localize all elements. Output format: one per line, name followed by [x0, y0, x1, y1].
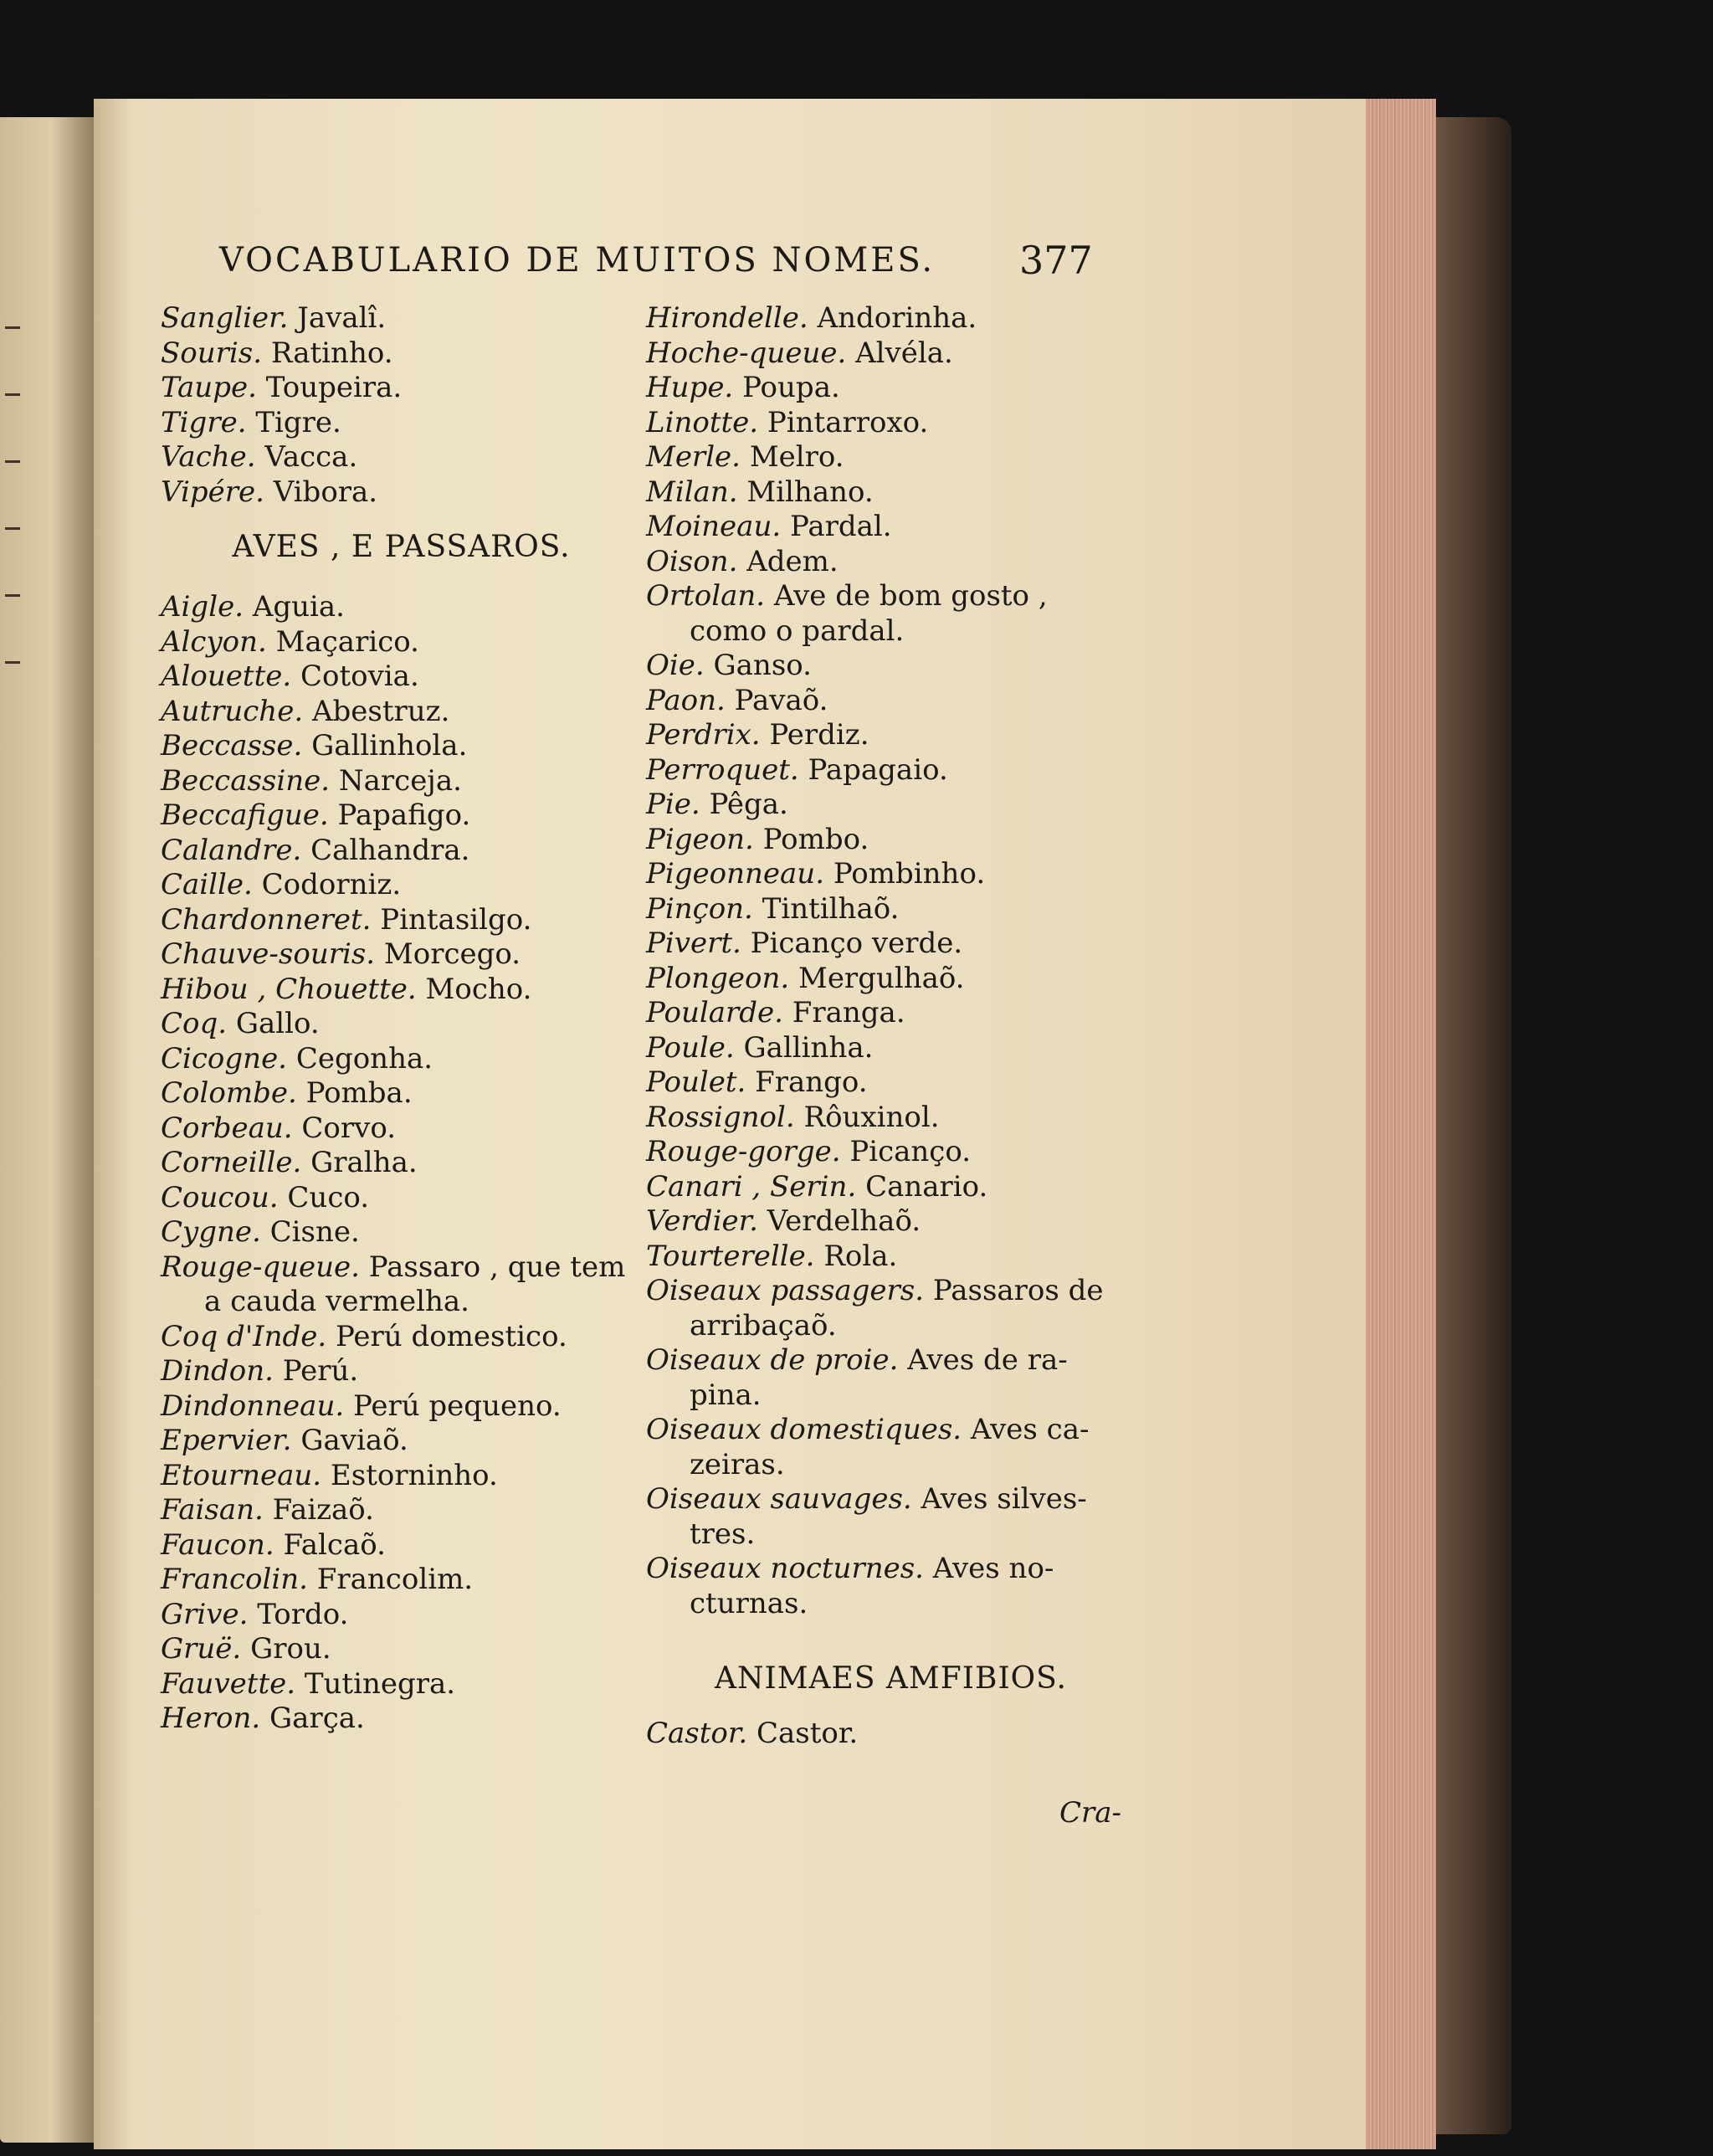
french-term: Hupe.	[646, 371, 734, 404]
french-term: Castor.	[646, 1717, 748, 1750]
vocabulary-entry	[646, 1274, 1136, 1309]
vocabulary-entry	[161, 1146, 642, 1181]
left-page-print-mark	[5, 326, 20, 329]
portuguese-definition: Vacca.	[264, 440, 358, 474]
portuguese-definition: Aves ca-	[970, 1413, 1090, 1446]
french-term: Hoche-queue.	[646, 336, 847, 370]
portuguese-definition: Perú.	[282, 1354, 359, 1388]
portuguese-definition: Mergulhaõ.	[798, 961, 965, 995]
vocabulary-entry	[646, 927, 1136, 962]
page-fore-edge	[1364, 99, 1436, 2149]
entry-continuation: como o pardal.	[690, 613, 905, 648]
left-page-print-mark	[5, 527, 20, 530]
portuguese-definition: Passaro , que tem	[368, 1250, 626, 1284]
vocabulary-entry	[646, 996, 1136, 1031]
vocabulary-entry	[646, 1413, 1136, 1448]
french-term: Moineau.	[646, 510, 782, 543]
left-column	[161, 301, 642, 1737]
portuguese-definition: Ratinho.	[270, 336, 393, 370]
vocabulary-entry	[161, 1320, 642, 1355]
vocabulary-entry	[161, 695, 642, 730]
portuguese-definition: Tordo.	[257, 1597, 349, 1631]
vocabulary-entry	[646, 1482, 1136, 1517]
french-term: Cygne.	[161, 1215, 261, 1249]
entry-continuation: arribaçaõ.	[690, 1308, 837, 1342]
vocabulary-entry	[161, 1702, 642, 1737]
vocabulary-entry	[161, 301, 642, 336]
portuguese-definition: Mocho.	[425, 972, 532, 1006]
portuguese-definition: Aves de ra-	[907, 1343, 1068, 1377]
french-term: Oiseaux de proie.	[646, 1343, 899, 1377]
french-term: Tigre.	[161, 405, 247, 439]
section-heading-amfibios: ANIMAES AMFIBIOS.	[714, 1661, 1068, 1696]
entry-continuation: cturnas.	[690, 1586, 808, 1620]
portuguese-definition: Rôuxinol.	[803, 1100, 940, 1134]
vocabulary-entry	[161, 973, 642, 1008]
portuguese-definition: Papagaio.	[808, 752, 948, 787]
vocabulary-entry	[161, 937, 642, 973]
vocabulary-entry	[646, 1101, 1136, 1136]
portuguese-definition: Rola.	[823, 1239, 898, 1273]
french-term: Corneille.	[161, 1146, 302, 1179]
french-term: Faisan.	[161, 1493, 264, 1527]
portuguese-definition: Garça.	[269, 1702, 365, 1735]
french-term: Corbeau.	[161, 1111, 293, 1145]
vocabulary-entry	[161, 1389, 642, 1424]
vocabulary-entry	[646, 684, 1136, 719]
french-term: Canari , Serin.	[646, 1169, 857, 1204]
entry-continuation: a cauda vermelha.	[204, 1285, 469, 1318]
right-entries-after	[646, 1717, 1136, 1752]
vocabulary-entry	[646, 545, 1136, 580]
portuguese-definition: Ave de bom gosto ,	[773, 579, 1048, 613]
vocabulary-entry	[646, 1204, 1136, 1240]
vocabulary-entry	[161, 1632, 642, 1667]
portuguese-definition: Abestruz.	[311, 694, 450, 728]
portuguese-definition: Passaros de	[932, 1274, 1104, 1307]
entry-continuation: tres.	[690, 1517, 756, 1551]
running-head	[219, 238, 1140, 283]
left-page-print-mark	[5, 661, 20, 664]
french-term: Poulet.	[646, 1065, 746, 1099]
french-term: Coq.	[161, 1007, 228, 1040]
french-term: Verdier.	[646, 1204, 758, 1238]
portuguese-definition: Faizaõ.	[272, 1493, 374, 1527]
portuguese-definition: Andorinha.	[817, 301, 977, 335]
vocabulary-entry	[646, 1552, 1136, 1587]
vocabulary-entry	[161, 440, 642, 475]
portuguese-definition: Poupa.	[742, 371, 840, 404]
vocabulary-entry	[161, 903, 642, 938]
vocabulary-entry	[161, 834, 642, 869]
french-term: Pigeonneau.	[646, 857, 824, 891]
vocabulary-entry	[646, 788, 1136, 823]
french-term: Poularde.	[646, 996, 783, 1029]
portuguese-definition: Javalî.	[297, 301, 387, 335]
vocabulary-entry	[161, 1667, 642, 1702]
portuguese-definition: Codorniz.	[261, 868, 402, 901]
portuguese-definition: Tutinegra.	[304, 1666, 456, 1701]
french-term: Plongeon.	[646, 961, 790, 995]
vocabulary-entry	[646, 475, 1136, 511]
french-term: Oiseaux domestiques.	[646, 1413, 962, 1446]
vocabulary-entry	[161, 660, 642, 695]
vocabulary-entry	[646, 406, 1136, 441]
portuguese-definition: Picanço verde.	[750, 927, 963, 960]
french-term: Vache.	[161, 440, 256, 474]
portuguese-definition: Falcaõ.	[283, 1527, 386, 1562]
french-term: Coucou.	[161, 1180, 279, 1214]
french-term: Pivert.	[646, 927, 741, 960]
vocabulary-entry	[646, 823, 1136, 858]
portuguese-definition: Franga.	[792, 996, 905, 1029]
french-term: Paon.	[646, 683, 726, 717]
french-term: Vipére.	[161, 475, 264, 509]
vocabulary-entry	[646, 1031, 1136, 1066]
vocabulary-entry	[646, 440, 1136, 475]
french-term: Poule.	[646, 1030, 735, 1065]
french-term: Souris.	[161, 336, 263, 370]
vocabulary-entry	[161, 371, 642, 406]
vocabulary-entry	[161, 868, 642, 903]
french-term: Taupe.	[161, 371, 257, 404]
portuguese-definition: Milhano.	[746, 475, 874, 509]
french-term: Chauve-souris.	[161, 937, 376, 971]
portuguese-definition: Narceja.	[338, 763, 462, 798]
french-term: Beccafigue.	[161, 798, 329, 832]
portuguese-definition: Adem.	[746, 544, 839, 578]
portuguese-definition: Tigre.	[255, 405, 341, 439]
portuguese-definition: Perú pequeno.	[352, 1389, 562, 1423]
portuguese-definition: Gaviaõ.	[300, 1424, 408, 1457]
portuguese-definition: Cegonha.	[295, 1041, 433, 1075]
portuguese-definition: Cotovia.	[300, 660, 419, 693]
vocabulary-entry	[161, 1250, 642, 1286]
vocabulary-entry	[161, 1181, 642, 1216]
portuguese-definition: Maçarico.	[275, 624, 419, 659]
french-term: Rouge-gorge.	[646, 1135, 841, 1168]
left-page-print-mark	[5, 460, 20, 463]
portuguese-definition: Corvo.	[301, 1111, 397, 1145]
vocabulary-entry	[646, 301, 1136, 336]
french-term: Oiseaux sauvages.	[646, 1482, 912, 1516]
vocabulary-entry	[646, 1240, 1136, 1275]
left-page-print-mark	[5, 594, 20, 597]
french-term: Merle.	[646, 440, 741, 474]
portuguese-definition: Pombo.	[762, 822, 869, 856]
french-term: Coq d'Inde.	[161, 1319, 327, 1353]
portuguese-definition: Picanço.	[849, 1135, 972, 1168]
portuguese-definition: Pintasilgo.	[380, 902, 532, 937]
french-term: Sanglier.	[161, 301, 289, 335]
vocabulary-entry	[161, 729, 642, 764]
portuguese-definition: Pintarroxo.	[767, 405, 929, 439]
french-term: Gruë.	[161, 1632, 242, 1666]
portuguese-definition: Ganso.	[713, 649, 812, 682]
portuguese-definition: Cisne.	[269, 1215, 360, 1249]
french-term: Faucon.	[161, 1527, 274, 1562]
portuguese-definition: Gallinhola.	[311, 729, 468, 762]
portuguese-definition: Tintilhaõ.	[762, 891, 900, 926]
french-term: Dindonneau.	[161, 1389, 345, 1423]
vocabulary-entry	[161, 798, 642, 834]
french-term: Perroquet.	[646, 752, 799, 787]
portuguese-definition: Frango.	[755, 1065, 868, 1099]
french-term: Heron.	[161, 1702, 261, 1735]
portuguese-definition: Perú domestico.	[336, 1319, 567, 1353]
portuguese-definition: Gallinha.	[743, 1030, 874, 1065]
french-term: Dindon.	[161, 1354, 274, 1388]
vocabulary-entry	[646, 510, 1136, 545]
vocabulary-entry	[646, 1343, 1136, 1378]
catchword: Cra-	[1059, 1796, 1122, 1830]
french-term: Linotte.	[646, 405, 759, 439]
french-term: Grive.	[161, 1597, 249, 1631]
portuguese-definition: Pavaõ.	[734, 683, 828, 717]
vocabulary-entry	[646, 1170, 1136, 1205]
vocabulary-entry	[161, 1459, 642, 1494]
portuguese-definition: Cuco.	[287, 1180, 370, 1214]
vocabulary-entry	[161, 1042, 642, 1077]
portuguese-definition: Castor.	[756, 1717, 859, 1750]
portuguese-definition: Pomba.	[305, 1076, 413, 1110]
french-term: Oiseaux passagers.	[646, 1274, 925, 1307]
portuguese-definition: Vibora.	[273, 475, 378, 509]
book-cover-edge	[1436, 117, 1511, 2134]
vocabulary-entry	[161, 625, 642, 660]
french-term: Autruche.	[161, 694, 304, 728]
vocabulary-entry	[161, 406, 642, 441]
french-term: Ortolan.	[646, 579, 766, 613]
french-term: Perdrix.	[646, 718, 761, 752]
french-term: Beccasse.	[161, 729, 303, 762]
section-heading-aves: AVES , E PASSAROS.	[232, 530, 571, 564]
portuguese-definition: Francolim.	[316, 1563, 474, 1596]
vocabulary-entry	[646, 649, 1136, 684]
vocabulary-entry	[646, 1135, 1136, 1170]
french-term: Aigle.	[161, 590, 244, 624]
portuguese-definition: Aves no-	[932, 1552, 1054, 1585]
portuguese-definition: Gallo.	[235, 1007, 320, 1040]
french-term: Hibou , Chouette.	[161, 972, 417, 1006]
vocabulary-entry	[161, 475, 642, 511]
vocabulary-entry	[161, 1354, 642, 1389]
left-entries-main	[161, 590, 642, 1737]
french-term: Pie.	[646, 788, 700, 821]
french-term: Caille.	[161, 868, 253, 901]
french-term: Pigeon.	[646, 822, 754, 856]
vocabulary-entry	[646, 962, 1136, 997]
vocabulary-entry	[646, 371, 1136, 406]
portuguese-definition: Gralha.	[310, 1146, 418, 1179]
vocabulary-entry	[161, 336, 642, 372]
portuguese-definition: Papafigo.	[337, 798, 471, 832]
french-term: Francolin.	[161, 1563, 308, 1596]
portuguese-definition: Morcego.	[383, 937, 521, 971]
french-term: Milan.	[646, 475, 738, 509]
page-number: 377	[1019, 238, 1093, 283]
portuguese-definition: Pombinho.	[833, 857, 986, 891]
facing-left-page	[0, 117, 94, 2143]
french-term: Beccassine.	[161, 763, 331, 798]
vocabulary-entry	[161, 1598, 642, 1633]
french-term: Cicogne.	[161, 1041, 287, 1075]
portuguese-definition: Calhandra.	[310, 833, 470, 867]
left-page-print-mark	[5, 393, 20, 396]
portuguese-definition: Estorninho.	[330, 1458, 498, 1492]
portuguese-definition: Aves silves-	[921, 1482, 1087, 1516]
vocabulary-entry	[161, 764, 642, 799]
running-head-title: VOCABULARIO DE MUITOS NOMES.	[219, 241, 936, 280]
french-term: Alcyon.	[161, 624, 267, 659]
vocabulary-entry	[161, 1215, 642, 1250]
vocabulary-entry	[646, 892, 1136, 927]
french-term: Rossignol.	[646, 1100, 795, 1134]
french-term: Fauvette.	[161, 1666, 296, 1701]
portuguese-definition: Verdelhaõ.	[767, 1204, 921, 1238]
entry-continuation: pina.	[690, 1378, 762, 1412]
french-term: Alouette.	[161, 660, 292, 693]
portuguese-definition: Pêga.	[709, 788, 788, 821]
vocabulary-entry	[646, 718, 1136, 753]
right-entries-main	[646, 301, 1136, 1621]
entry-continuation: zeiras.	[690, 1447, 785, 1481]
vocabulary-entry	[646, 857, 1136, 892]
left-entries-top	[161, 301, 642, 510]
portuguese-definition: Aguia.	[252, 590, 345, 624]
portuguese-definition: Melro.	[749, 440, 844, 474]
vocabulary-entry	[161, 1563, 642, 1598]
portuguese-definition: Alvéla.	[855, 336, 953, 370]
french-term: Pinçon.	[646, 891, 753, 926]
portuguese-definition: Grou.	[250, 1632, 331, 1666]
vocabulary-entry	[161, 1111, 642, 1147]
vocabulary-entry	[646, 1065, 1136, 1101]
french-term: Tourterelle.	[646, 1239, 815, 1273]
french-term: Etourneau.	[161, 1458, 322, 1492]
french-term: Colombe.	[161, 1076, 297, 1110]
vocabulary-entry	[161, 1493, 642, 1528]
vocabulary-entry	[646, 1717, 1136, 1752]
vocabulary-entry	[161, 590, 642, 625]
portuguese-definition: Pardal.	[789, 510, 892, 543]
vocabulary-entry	[646, 753, 1136, 788]
french-term: Chardonneret.	[161, 902, 372, 937]
right-column	[646, 301, 1136, 1752]
french-term: Oiseaux nocturnes.	[646, 1552, 924, 1585]
french-term: Rouge-queue.	[161, 1250, 360, 1284]
vocabulary-entry	[161, 1528, 642, 1563]
vocabulary-entry	[161, 1007, 642, 1042]
french-term: Oie.	[646, 649, 705, 682]
french-term: Calandre.	[161, 833, 302, 867]
portuguese-definition: Canario.	[865, 1169, 988, 1204]
vocabulary-entry	[161, 1424, 642, 1459]
vocabulary-entry	[161, 1076, 642, 1111]
french-term: Hirondelle.	[646, 301, 808, 335]
vocabulary-entry	[646, 336, 1136, 372]
vocabulary-entry	[646, 579, 1136, 614]
portuguese-definition: Toupeira.	[265, 371, 403, 404]
french-term: Oison.	[646, 544, 738, 578]
french-term: Epervier.	[161, 1424, 292, 1457]
portuguese-definition: Perdiz.	[769, 718, 869, 752]
